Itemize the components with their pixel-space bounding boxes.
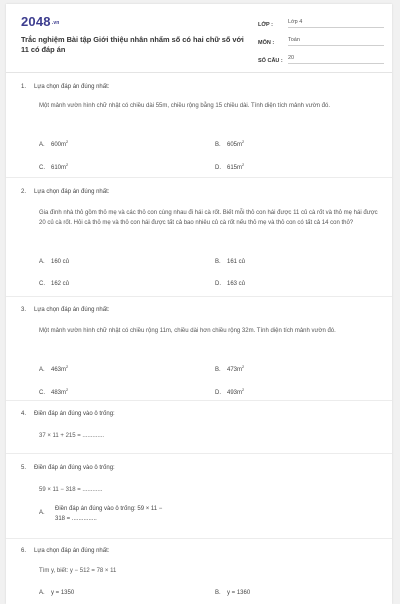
option-letter: B. xyxy=(215,590,221,596)
worksheet-page xyxy=(6,4,392,604)
question-text: 37 × 11 + 215 = ............. xyxy=(39,433,105,439)
answer-option-c[interactable] xyxy=(39,387,68,396)
answer-option-d[interactable] xyxy=(215,281,245,287)
option-text: 600m xyxy=(51,142,67,148)
option-letter: A. xyxy=(39,590,45,596)
answer-option-a[interactable] xyxy=(39,590,74,596)
question-number: 5. xyxy=(21,465,27,471)
question-prompt: Điền đáp án đúng vào ô trống: xyxy=(34,465,115,471)
answer-option-a[interactable] xyxy=(39,504,379,526)
option-letter: B. xyxy=(215,367,221,373)
option-text: 162 củ xyxy=(51,281,70,287)
meta-key: LỚP : xyxy=(258,22,273,28)
answer-option-c[interactable] xyxy=(39,162,68,171)
question-prompt: Lựa chọn đáp án đúng nhất: xyxy=(34,548,110,554)
answer-option-b[interactable] xyxy=(215,590,250,596)
answer-option-a[interactable] xyxy=(39,139,68,148)
answer-option-d[interactable] xyxy=(215,162,244,171)
option-letter: B. xyxy=(215,259,221,265)
option-text: 473m xyxy=(227,367,243,373)
option-letter: D. xyxy=(215,281,221,287)
question-number: 2. xyxy=(21,189,27,195)
meta-value: Toán xyxy=(288,37,384,46)
option-text: y = 1360 xyxy=(227,590,251,596)
question-number: 4. xyxy=(21,411,27,417)
meta-key: MÔN : xyxy=(258,40,275,46)
option-letter: A. xyxy=(39,142,45,148)
divider xyxy=(6,400,392,401)
option-line: 318 = ............... xyxy=(55,516,97,522)
option-text: 493m xyxy=(227,390,243,396)
worksheet-header xyxy=(6,4,392,73)
question-prompt: Điền đáp án đúng vào ô trống: xyxy=(34,411,115,417)
question-prompt: Lựa chọn đáp án đúng nhất: xyxy=(34,84,110,90)
option-text: 483m xyxy=(51,390,67,396)
option-text xyxy=(55,504,162,524)
meta-row-count xyxy=(258,50,384,64)
option-letter: A. xyxy=(39,367,45,373)
option-letter: B. xyxy=(215,142,221,148)
divider xyxy=(6,453,392,454)
option-sup: 2 xyxy=(242,162,245,167)
answer-option-c[interactable] xyxy=(39,281,69,287)
option-letter: A. xyxy=(39,259,45,265)
option-line: Điền đáp án đúng vào ô trống: 59 × 11 − xyxy=(55,506,163,512)
answer-option-a[interactable] xyxy=(39,259,69,265)
meta-row-class xyxy=(258,14,384,28)
question-text: Tìm y, biết: y − 512 = 78 × 11 xyxy=(39,568,117,574)
option-letter: A. xyxy=(39,510,45,516)
option-letter: C. xyxy=(39,165,45,171)
option-text: 610m xyxy=(51,165,67,171)
option-text: 160 củ xyxy=(51,259,70,265)
question-text: 59 × 11 − 318 = ............ xyxy=(39,487,103,493)
option-text: 163 củ xyxy=(227,281,246,287)
question-text: Gia đình nhà thỏ gồm thỏ mẹ và các thỏ con cùng nhau đi hái cà rốt. Biết mỗi thỏ con hái được 11 củ cà rốt và thỏ mẹ hái được 20 củ cà rốt. Hỏi cả thỏ mẹ và thỏ con hái được tất cả bao nhiêu củ cà rốt nếu thỏ mẹ và thỏ con có tất cả 14 con thỏ? xyxy=(39,210,378,226)
question-text: Một mảnh vườn hình chữ nhật có chiều dài 55m, chiều rộng bằng 15 chiều dài. Tính diện tích mảnh vườn đó. xyxy=(39,103,330,109)
answer-option-b[interactable] xyxy=(215,259,245,265)
option-sup: 2 xyxy=(242,139,245,144)
divider xyxy=(6,538,392,539)
option-text: 615m xyxy=(227,165,243,171)
question-prompt: Lựa chọn đáp án đúng nhất: xyxy=(34,307,110,313)
option-letter: D. xyxy=(215,165,221,171)
option-sup: 2 xyxy=(242,364,245,369)
question-number: 1. xyxy=(21,84,27,90)
question-number: 6. xyxy=(21,548,27,554)
logo-main: 2048 xyxy=(21,14,51,29)
divider xyxy=(6,177,392,178)
question-prompt: Lựa chọn đáp án đúng nhất: xyxy=(34,189,110,195)
option-text: 605m xyxy=(227,142,243,148)
option-text: 161 củ xyxy=(227,259,246,265)
option-sup: 2 xyxy=(66,162,69,167)
meta-row-subject xyxy=(258,32,384,46)
answer-option-d[interactable] xyxy=(215,387,244,396)
answer-option-b[interactable] xyxy=(215,139,244,148)
question-text: Một mảnh vườn hình chữ nhật có chiều rộng 11m, chiều dài hơn chiều rộng 32m. Tính diện tích mảnh vườn đó. xyxy=(39,328,336,334)
option-letter: C. xyxy=(39,390,45,396)
answer-option-a[interactable] xyxy=(39,364,68,373)
option-letter: C. xyxy=(39,281,45,287)
divider xyxy=(6,296,392,297)
answer-option-b[interactable] xyxy=(215,364,244,373)
question-number: 3. xyxy=(21,307,27,313)
site-logo[interactable] xyxy=(21,14,60,29)
option-sup: 2 xyxy=(66,387,69,392)
document-title: Trắc nghiệm Bài tập Giới thiệu nhân nhẩm số có hai chữ số với 11 có đáp án xyxy=(21,35,244,54)
meta-panel xyxy=(258,14,384,68)
option-text: y = 1350 xyxy=(51,590,75,596)
option-sup: 2 xyxy=(66,139,69,144)
option-text: 463m xyxy=(51,367,67,373)
option-letter: D. xyxy=(215,390,221,396)
option-sup: 2 xyxy=(66,364,69,369)
logo-sub: .vn xyxy=(51,19,60,26)
meta-value: 20 xyxy=(288,55,384,64)
meta-value: Lớp 4 xyxy=(288,19,384,28)
option-sup: 2 xyxy=(242,387,245,392)
meta-key: SỐ CÂU : xyxy=(258,58,283,64)
